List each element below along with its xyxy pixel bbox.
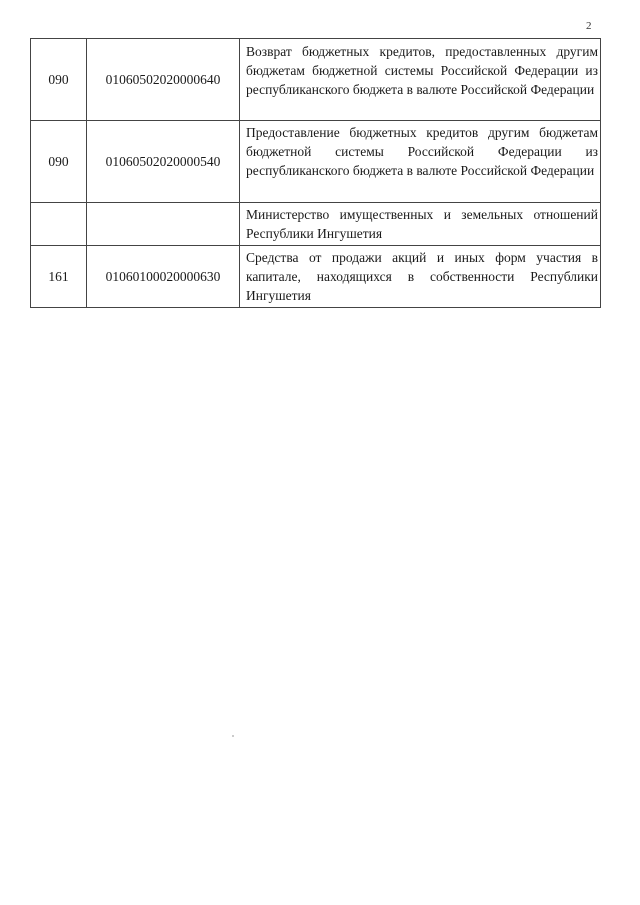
- table-row: [31, 39, 601, 121]
- budget-classification-table: [30, 38, 601, 308]
- source-name-cell: Возврат бюджетных кредитов, предоставленных другим бюджетам бюджетной системы Российской Федерации из республиканского бюджета в валюте Российской Федерации: [240, 39, 601, 121]
- kbk-code-cell: [87, 203, 240, 246]
- table-row: [31, 246, 601, 308]
- kbk-code-cell: 01060502020000540: [87, 121, 240, 203]
- kbk-code-cell: 01060100020000630: [87, 246, 240, 308]
- admin-code-cell: 090: [31, 39, 87, 121]
- table-row: [31, 203, 601, 246]
- admin-code-cell: 090: [31, 121, 87, 203]
- kbk-code-cell: 01060502020000640: [87, 39, 240, 121]
- source-name-cell: Предоставление бюджетных кредитов другим бюджетам бюджетной системы Российской Федерации из республиканского бюджета в валюте Российской Федерации: [240, 121, 601, 203]
- page-number: 2: [586, 20, 592, 32]
- ministry-heading-cell: Министерство имущественных и земельных отношений Республики Ингушетия: [240, 203, 601, 246]
- admin-code-cell: 161: [31, 246, 87, 308]
- admin-code-cell: [31, 203, 87, 246]
- source-name-cell: Средства от продажи акций и иных форм участия в капитале, находящихся в собственности Республики Ингушетия: [240, 246, 601, 308]
- scan-artifact: [232, 735, 234, 737]
- table-row: [31, 121, 601, 203]
